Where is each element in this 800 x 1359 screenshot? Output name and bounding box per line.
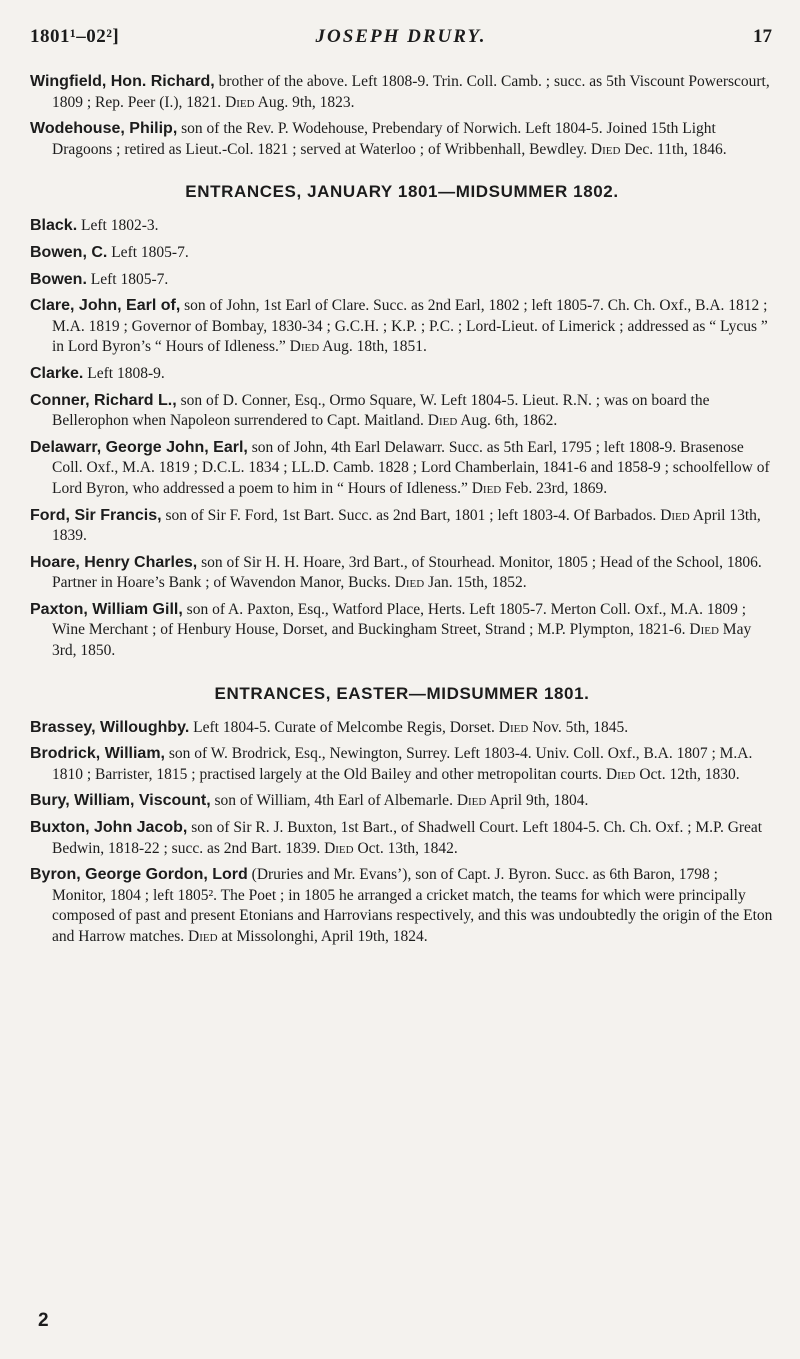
register-entry xyxy=(30,718,774,739)
entry-death-date: Dec. 11th, 1846. xyxy=(624,140,727,158)
entry-death-date: Aug. 9th, 1823. xyxy=(257,93,355,111)
entry-name: Wodehouse, Philip, xyxy=(30,120,178,138)
entry-death-date: at Missolonghi, April 19th, 1824. xyxy=(221,928,428,945)
entry-text: son of John, 4th Earl Delawarr. Succ. as 5th Earl, 1795 ; left 1808-9. Brasenose Coll. Oxf., M.A. 1819 ; D.C.L. 1834 ; LL.D. Camb. 1828 ; Lord Chamberlain, 1841-6 and 1858-9 ; schoolfellow of Lord Byron, who addressed a poem to him in “ Hours of Idleness.” xyxy=(52,438,770,497)
register-entry xyxy=(30,72,774,113)
entry-died: Died xyxy=(456,792,487,810)
register-entry xyxy=(30,270,774,291)
entry-name: Conner, Richard L., xyxy=(30,391,177,409)
page-content xyxy=(30,72,774,954)
entry-died: Died xyxy=(689,621,719,639)
entry-died: Died xyxy=(605,765,636,783)
entry-text: Left 1805-7. xyxy=(90,270,169,288)
section-easter-1801-entries xyxy=(30,718,774,948)
entry-name: Black. xyxy=(30,217,78,235)
entry-name: Bowen, C. xyxy=(30,243,108,261)
entry-name: Clarke. xyxy=(30,364,84,382)
entry-died: Died xyxy=(225,93,255,111)
section-1801-1802-entries xyxy=(30,216,774,661)
register-entry xyxy=(30,391,774,432)
entry-died: Died xyxy=(188,928,218,945)
entry-name: Clare, John, Earl of, xyxy=(30,297,181,315)
entry-text: Left 1805-7. xyxy=(111,243,189,261)
entries-continued xyxy=(30,72,774,160)
entry-died: Died xyxy=(324,839,354,857)
signature-mark: 2 xyxy=(38,1310,49,1331)
entry-text: son of the Rev. P. Wodehouse, Prebendary of Norwich. Left 1804-5. Joined 15th Light Dragoons ; retired as Lieut.-Col. 1821 ; served at Waterloo ; of Wribbenhall, Bewdley. xyxy=(52,120,716,158)
entry-text: son of William, 4th Earl of Albemarle. xyxy=(214,792,457,810)
entry-death-date: Jan. 15th, 1852. xyxy=(428,574,527,592)
entry-name: Wingfield, Hon. Richard, xyxy=(30,73,215,90)
entry-death-date: April 9th, 1804. xyxy=(489,792,589,810)
entry-death-date: Aug. 6th, 1862. xyxy=(460,412,558,430)
running-head-title: JOSEPH DRURY. xyxy=(315,26,487,47)
register-entry xyxy=(30,506,774,547)
entry-died: Died xyxy=(660,506,690,524)
entry-text: son of Sir R. J. Buxton, 1st Bart., of Shadwell Court. Left 1804-5. Ch. Ch. Oxf. ; M.P. Great Bedwin, 1818-22 ; succ. as 2nd Bart. 1839. xyxy=(52,819,763,857)
register-entry xyxy=(30,818,774,859)
entry-death-date: April 13th, 1839. xyxy=(52,506,761,545)
register-entry xyxy=(30,744,774,785)
entry-death-date: May 3rd, 1850. xyxy=(52,621,752,660)
entry-died: Died xyxy=(289,338,320,356)
page-number: 17 xyxy=(753,26,772,47)
register-entry xyxy=(30,216,774,237)
entry-name: Delawarr, George John, Earl, xyxy=(30,438,248,456)
entry-death-date: Feb. 23rd, 1869. xyxy=(505,479,608,497)
entry-death-date: Oct. 12th, 1830. xyxy=(639,765,740,783)
entry-text: son of D. Conner, Esq., Ormo Square, W. Left 1804-5. Lieut. R.N. ; was on board the Bellerophon when Napoleon surrendered to Capt. Maitland. xyxy=(52,391,710,430)
entry-name: Bowen. xyxy=(30,270,87,288)
entry-text: son of John, 1st Earl of Clare. Succ. as 2nd Earl, 1802 ; left 1805-7. Ch. Ch. Oxf., B.A. 1812 ; M.A. 1819 ; Governor of Bombay, 1830-34 ; G.C.H. ; K.P. ; P.C. ; Lord-Lieut. of Limerick ; addressed as “ Lycus ” in Lord Byron’s “ Hours of Idleness.” xyxy=(52,297,768,356)
register-entry xyxy=(30,119,774,160)
entry-text: son of Sir H. H. Hoare, 3rd Bart., of Stourhead. Monitor, 1805 ; Head of the School, 1806. Partner in Hoare’s Bank ; of Wavendon Manor, Bucks. xyxy=(52,553,762,592)
entry-name: Paxton, William Gill, xyxy=(30,600,183,618)
section-heading-easter-1801: ENTRANCES, EASTER—MIDSUMMER 1801. xyxy=(214,683,590,703)
entry-death-date: Aug. 18th, 1851. xyxy=(322,338,427,356)
entry-name: Buxton, John Jacob, xyxy=(30,819,188,837)
entry-text: Left 1802-3. xyxy=(81,217,159,235)
register-entry xyxy=(30,791,774,812)
register-entry xyxy=(30,865,774,947)
entry-died: Died xyxy=(394,574,425,592)
entry-died: Died xyxy=(427,412,458,430)
entry-text: son of W. Brodrick, Esq., Newington, Surrey. Left 1803-4. Univ. Coll. Oxf., B.A. 1807 ; M.A. 1810 ; Barrister, 1815 ; practised largely at the Old Bailey and other metropolitan courts. xyxy=(52,745,753,783)
entry-name: Brodrick, William, xyxy=(30,745,165,763)
entry-name: Byron, George Gordon, Lord xyxy=(30,866,248,884)
entry-name: Brassey, Willoughby. xyxy=(30,718,190,736)
entry-text: Left 1808-9. xyxy=(87,364,165,382)
section-heading-1801-1802: ENTRANCES, JANUARY 1801—MIDSUMMER 1802. xyxy=(185,182,619,202)
register-entry xyxy=(30,296,774,358)
register-entry xyxy=(30,553,774,594)
entry-died: Died xyxy=(471,479,502,497)
entry-text: son of Sir F. Ford, 1st Bart. Succ. as 2nd Bart, 1801 ; left 1803-4. Of Barbados. xyxy=(165,506,661,524)
entry-death-date: Oct. 13th, 1842. xyxy=(357,839,458,857)
entry-died: Died xyxy=(498,718,529,736)
register-entry xyxy=(30,364,774,385)
register-entry xyxy=(30,438,774,500)
running-head xyxy=(30,22,772,50)
running-head-years: 1801¹–02²] xyxy=(30,26,120,47)
entry-died: Died xyxy=(590,140,621,158)
entry-name: Hoare, Henry Charles, xyxy=(30,553,198,571)
entry-text: (Druries and Mr. Evans’), son of Capt. J. Byron. Succ. as 6th Baron, 1798 ; Monitor, 1804 ; left 1805². The Poet ; in 1805 he arranged a cricket match, the teams for which were principally composed of past and present Etonians and Harrovians respectively, and this was undoubtedly the origin of the Eton and Harrow matches. xyxy=(52,866,773,945)
entry-text: son of A. Paxton, Esq., Watford Place, Herts. Left 1805-7. Merton Coll. Oxf., M.A. 1809 ; Wine Merchant ; of Henbury House, Dorset, and Buckingham Street, Strand ; M.P. Plympton, 1821-6. xyxy=(52,600,747,639)
entry-text: brother of the above. Left 1808-9. Trin. Coll. Camb. ; succ. as 5th Viscount Powerscourt, 1809 ; Rep. Peer (I.), 1821. xyxy=(52,73,770,111)
entry-text: Left 1804-5. Curate of Melcombe Regis, Dorset. xyxy=(193,718,499,736)
register-entry xyxy=(30,243,774,264)
register-entry xyxy=(30,600,774,662)
entry-name: Ford, Sir Francis, xyxy=(30,506,162,524)
entry-name: Bury, William, Viscount, xyxy=(30,792,211,810)
entry-death-date: Nov. 5th, 1845. xyxy=(532,718,629,736)
